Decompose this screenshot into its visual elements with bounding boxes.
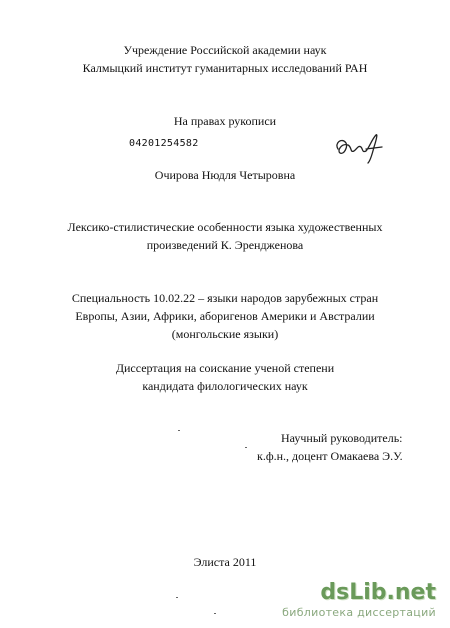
supervisor-label: Научный руководитель: xyxy=(281,431,403,445)
watermark xyxy=(252,580,442,624)
scan-speck xyxy=(178,430,180,431)
thesis-title-line-1: Лексико-стилистические особенности языка художественных xyxy=(67,220,383,234)
scan-speck xyxy=(214,613,216,614)
specialty-line-3: (монгольские языки) xyxy=(171,327,279,341)
watermark-site: dsLib.net xyxy=(320,580,436,605)
watermark-subtitle: библиотека диссертаций xyxy=(282,606,436,619)
scan-speck xyxy=(245,447,247,448)
author-name: Очирова Нюдля Четыровна xyxy=(154,168,296,182)
scan-speck xyxy=(176,597,178,598)
document-code: 04201254582 xyxy=(129,138,199,149)
degree-line-2: кандидата филологических наук xyxy=(142,379,308,393)
specialty-line-1: Специальность 10.02.22 – языки народов зарубежных стран xyxy=(71,291,379,305)
institution-line-1: Учреждение Российской академии наук xyxy=(123,43,327,57)
rights-notice: На правах рукописи xyxy=(173,114,277,128)
thesis-title-line-2: произведений К. Эрендженова xyxy=(146,238,304,252)
signature-icon xyxy=(332,129,388,165)
specialty-line-2: Европы, Азии, Африки, аборигенов Америки и Австралии xyxy=(75,309,375,323)
supervisor-name: к.ф.н., доцент Омакаева Э.У. xyxy=(257,449,403,463)
institution-line-2: Калмыцкий институт гуманитарных исследований РАН xyxy=(82,61,368,75)
degree-line-1: Диссертация на соискание ученой степени xyxy=(115,361,335,375)
city-year: Элиста 2011 xyxy=(193,555,257,569)
